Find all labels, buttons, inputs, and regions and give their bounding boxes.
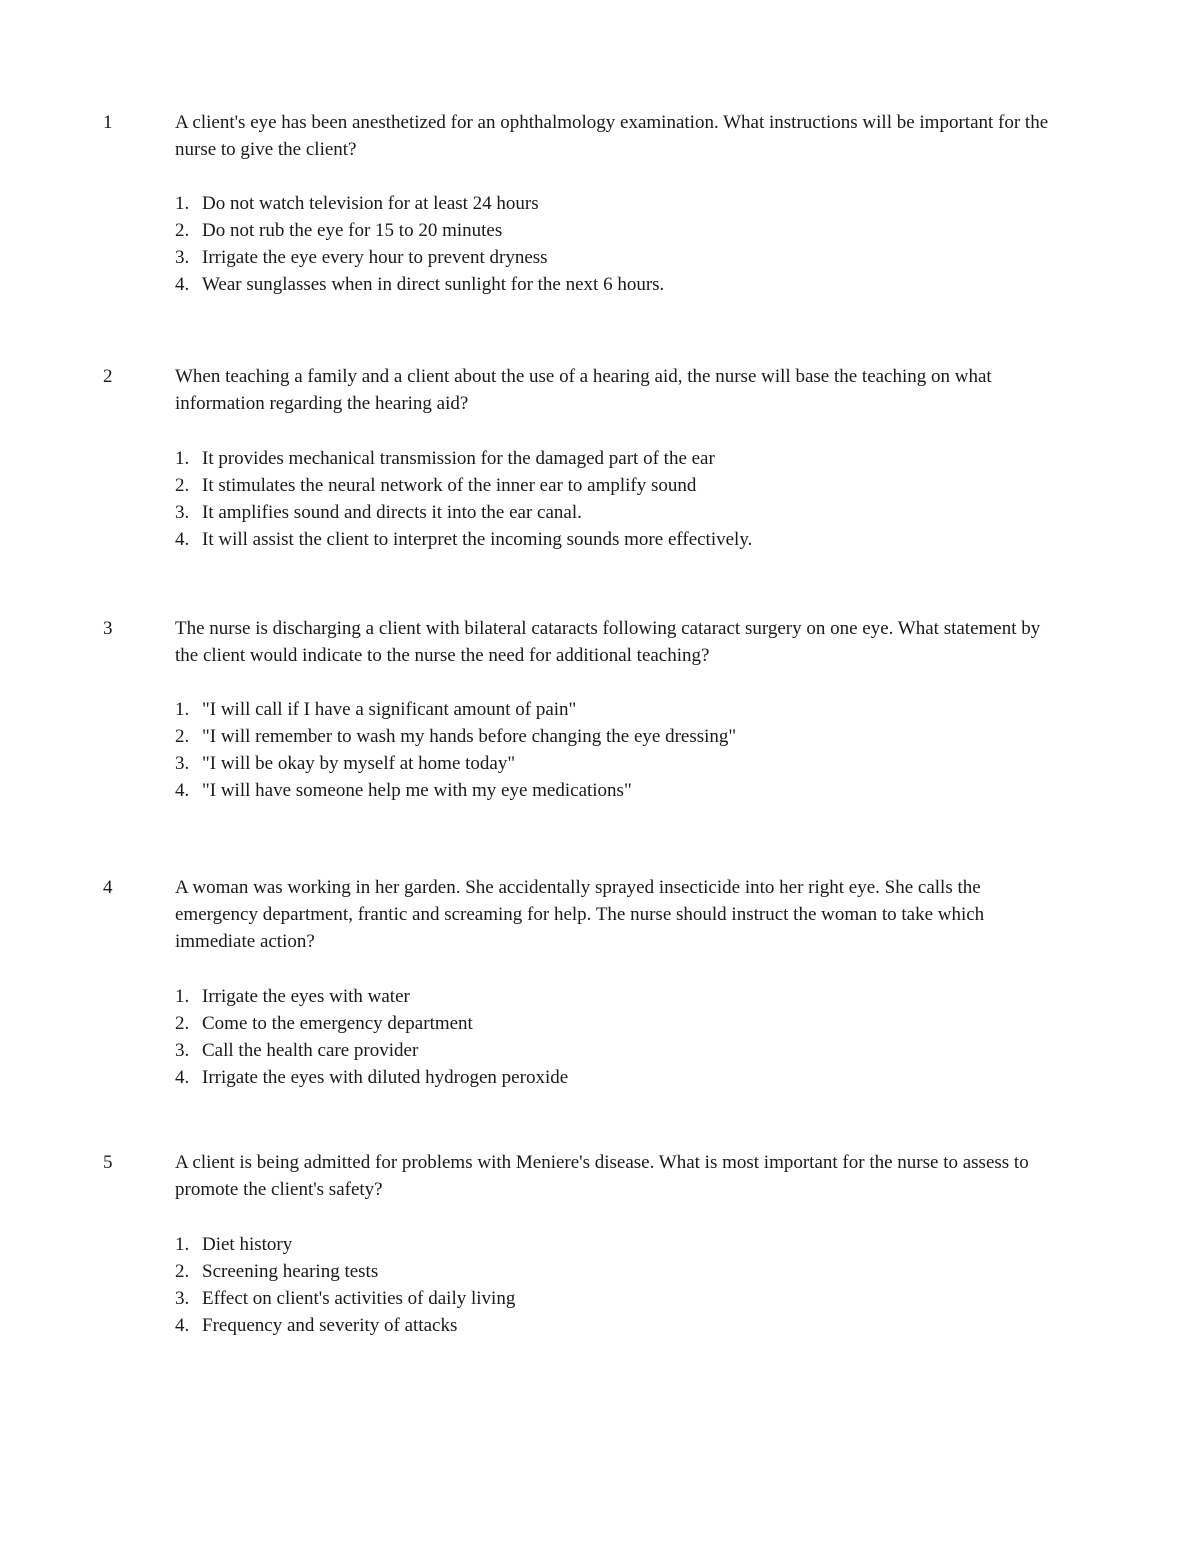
answer-option: 2. Do not rub the eye for 15 to 20 minutes bbox=[175, 220, 503, 241]
answer-option: 1. Do not watch television for at least 24 hours bbox=[175, 193, 539, 214]
answer-option: 1. Diet history bbox=[175, 1234, 293, 1255]
answer-option: 1. Irrigate the eyes with water bbox=[175, 986, 410, 1007]
question-number: 2 bbox=[103, 366, 113, 387]
answer-option: 2. Come to the emergency department bbox=[175, 1013, 473, 1034]
answer-options bbox=[175, 983, 1055, 1091]
answer-options bbox=[175, 1231, 1055, 1339]
answer-option: 2. It stimulates the neural network of the inner ear to amplify sound bbox=[175, 475, 697, 496]
answer-options bbox=[175, 190, 1055, 298]
question-number: 1 bbox=[103, 112, 113, 133]
question-number: 5 bbox=[103, 1152, 113, 1173]
question-number: 4 bbox=[103, 877, 113, 898]
question-number: 3 bbox=[103, 618, 113, 639]
answer-option: 2. Screening hearing tests bbox=[175, 1261, 379, 1282]
question-text: The nurse is discharging a client with bilateral cataracts following cataract surgery on one eye. What statement by the client would indicate to the nurse the need for additional teaching? bbox=[175, 618, 1041, 666]
answer-option: 3. Irrigate the eye every hour to prevent dryness bbox=[175, 247, 548, 268]
answer-option: 4. Wear sunglasses when in direct sunlight for the next 6 hours. bbox=[175, 274, 665, 295]
question-text: A client is being admitted for problems with Meniere's disease. What is most important for the nurse to assess to promote the client's safety? bbox=[175, 1152, 1029, 1200]
answer-option: 4. It will assist the client to interpret the incoming sounds more effectively. bbox=[175, 529, 753, 550]
answer-option: 3. Call the health care provider bbox=[175, 1040, 419, 1061]
question-text: When teaching a family and a client about the use of a hearing aid, the nurse will base the teaching on what information regarding the hearing aid? bbox=[175, 366, 992, 414]
answer-option: 3. "I will be okay by myself at home today" bbox=[175, 753, 516, 774]
answer-options bbox=[175, 696, 1055, 804]
answer-option: 4. Frequency and severity of attacks bbox=[175, 1315, 458, 1336]
question-text: A woman was working in her garden. She accidentally sprayed insecticide into her right eye. She calls the emergency department, frantic and screaming for help. The nurse should instruct the woman to take which immediate action? bbox=[175, 877, 985, 952]
answer-option: 3. It amplifies sound and directs it into the ear canal. bbox=[175, 502, 582, 523]
answer-option: 1. It provides mechanical transmission for the damaged part of the ear bbox=[175, 448, 715, 469]
answer-option: 4. Irrigate the eyes with diluted hydrogen peroxide bbox=[175, 1067, 569, 1088]
answer-option: 4. "I will have someone help me with my eye medications" bbox=[175, 780, 632, 801]
answer-option: 1. "I will call if I have a significant amount of pain" bbox=[175, 699, 577, 720]
answer-option: 3. Effect on client's activities of daily living bbox=[175, 1288, 516, 1309]
question-text: A client's eye has been anesthetized for an ophthalmology examination. What instructions will be important for the nurse to give the client? bbox=[175, 112, 1049, 160]
answer-options bbox=[175, 445, 1055, 553]
answer-option: 2. "I will remember to wash my hands before changing the eye dressing" bbox=[175, 726, 737, 747]
